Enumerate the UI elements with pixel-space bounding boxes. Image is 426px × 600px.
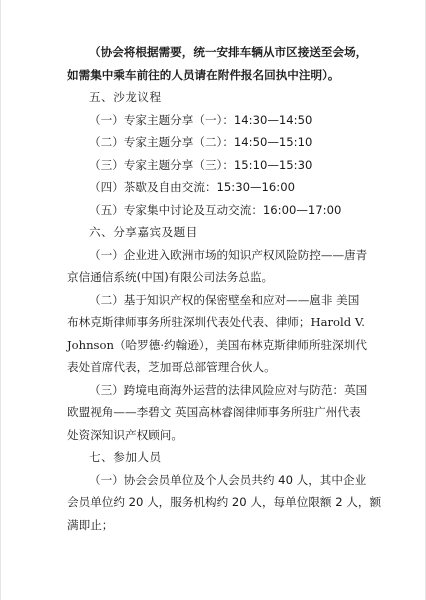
guest-2-name-full: Johnson（哈罗德·约翰逊） — [67, 337, 205, 352]
agenda-item-2: （二）专家主题分享（二）：14:50—15:10 — [89, 135, 313, 149]
guest-2-line-4: 表处首席代表，芝加哥总部管理合伙人。 — [67, 360, 276, 374]
intro-line-1: （协会将根据需要，统一安排车辆从市区接送至会场， — [89, 45, 368, 59]
attend-line-1: （一）协会会员单位及个人会员共约 40 人，其中企业 — [89, 472, 367, 487]
guest-2-name-latin: Harold V. — [310, 315, 365, 329]
guest-2-line-3 — [67, 334, 369, 357]
guest-2-topic: （二）基于知识产权的保密壁垒和应对——扈非 — [89, 292, 333, 307]
guest-2-line-2 — [67, 311, 369, 334]
agenda-item-1: （一）专家主题分享（一）：14:30—14:50 — [89, 112, 313, 127]
guest-2-line-2-text: 布林克斯律师事务所驻深圳代表处代表、律师； — [67, 315, 311, 329]
guest-3-line-2-rest: 英国高林睿阁律师事务所驻广州代表 — [171, 405, 361, 419]
attend-line-3: 满即止； — [67, 517, 114, 532]
guest-3-line-3: 处资深知识产权顾问。 — [67, 427, 183, 442]
attend-line-2: 会员单位约 20 人，服务机构约 20 人，每单位限额 2 人，额 — [67, 495, 382, 509]
guest-2-line-3-rest: ，美国布林克斯律师所驻深圳代 — [204, 337, 367, 352]
guest-3-topic-end: 欧盟视角——李碧文 — [67, 405, 172, 419]
document-body — [67, 41, 382, 536]
guest-3-line-1: （三）跨境电商海外运营的法律风险应对与防范：英国 — [89, 382, 368, 397]
section-7-heading: 七、参加人员 — [89, 450, 162, 464]
guest-2-line-1 — [67, 289, 369, 312]
guest-2-line-1-rest: 美国 — [332, 292, 360, 307]
agenda-item-5: （五）专家集中讨论及互动交流：16:00—17:00 — [89, 202, 342, 217]
guest-1-line-2: 京信通信系统(中国)有限公司法务总监。 — [67, 270, 274, 284]
agenda-item-3: （三）专家主题分享（三）：15:10—15:30 — [89, 157, 313, 172]
section-6-heading: 六、分享嘉宾及题目 — [89, 225, 198, 239]
section-5-heading: 五、沙龙议程 — [89, 90, 162, 104]
guest-3-line-2 — [67, 401, 369, 424]
agenda-item-4: （四）茶歇及自由交流：15:30—16:00 — [89, 180, 295, 194]
intro-line-2: 如需集中乘车前往的人员请在附件报名回执中注明）。 — [67, 67, 340, 82]
guest-1-line-1: （一）企业进入欧洲市场的知识产权风险防控——唐青 — [89, 247, 368, 262]
